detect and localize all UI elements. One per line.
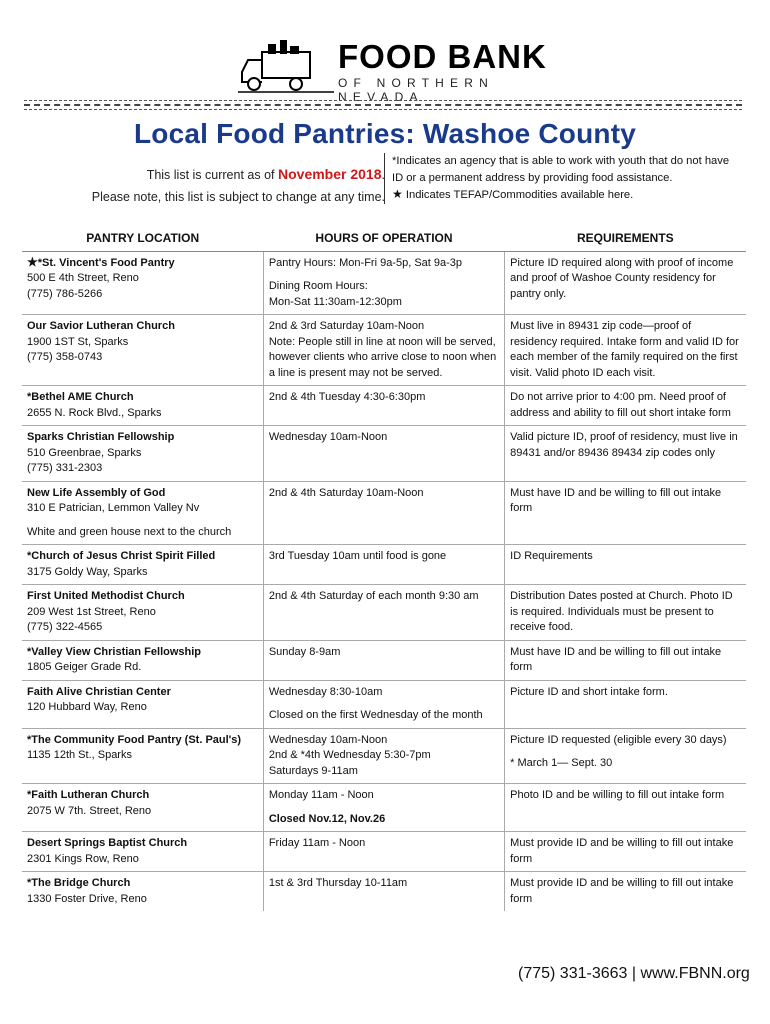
food-bank-logo — [238, 38, 568, 104]
hours-line: Wednesday 8:30-10am — [268, 685, 383, 698]
requirement-line: Picture ID required along with proof of income and proof of Washoe County residency for pantry only. — [510, 256, 734, 300]
requirement-line — [510, 748, 741, 756]
hours-line: Note: People still in line at noon will be served, however clients who arrive close to noon when a line is present may not be served. — [268, 335, 497, 379]
hours-cell — [263, 251, 504, 315]
pantry-address-line: (775) 331-2303 — [27, 462, 103, 474]
hours-cell — [263, 872, 504, 912]
pantry-name — [27, 589, 258, 605]
pantry-location-cell — [22, 728, 263, 784]
hours-line: 2nd & 4th Saturday of each month 9:30 am — [268, 590, 479, 602]
hours-cell — [263, 728, 504, 784]
pantry-location-cell — [22, 784, 263, 832]
requirement-line: Must have ID and be willing to fill out intake form — [510, 645, 722, 673]
tefap-note: Indicates TEFAP/Commodities available here. — [405, 189, 634, 201]
pantry-address-line: (775) 358-0743 — [27, 351, 103, 363]
hours-line: 2nd & 3rd Saturday 10am-Noon — [268, 320, 425, 332]
pantry-address-line: White and green house next to the church — [27, 525, 232, 538]
pantry-name-text: *The Bridge Church — [27, 877, 131, 889]
hours-line: Monday 11am - Noon — [268, 789, 374, 801]
requirements-cell — [505, 872, 746, 912]
hours-line: Pantry Hours: Mon-Fri 9a-5p, Sat 9a-3p — [268, 256, 463, 269]
pantry-address-line: 2301 Kings Row, Reno — [27, 852, 139, 865]
requirements-cell — [505, 728, 746, 784]
pantry-name — [27, 685, 258, 701]
youth-note: *Indicates an agency that is able to work with youth that do not have ID or a permanent address by providing food assistance. — [392, 155, 730, 184]
pantry-location-cell — [22, 251, 263, 315]
table-row — [22, 784, 746, 832]
table-row — [22, 315, 746, 386]
requirements-cell — [505, 784, 746, 832]
pantry-address-line: (775) 322-4565 — [27, 621, 103, 633]
hours-cell — [263, 426, 504, 482]
pantry-address-line: 2655 N. Rock Blvd., Sparks — [27, 406, 162, 419]
requirement-line: Must provide ID and be willing to fill out intake form — [510, 837, 734, 865]
pantry-location-cell — [22, 426, 263, 482]
logo-subtitle: OF NORTHERN NEVADA — [338, 76, 494, 104]
requirement-line: Must have ID and be willing to fill out intake form — [510, 486, 722, 514]
pantry-address-line: 3175 Goldy Way, Sparks — [27, 565, 148, 578]
pantry-name-text: *Church of Jesus Christ Spirit Filled — [27, 550, 216, 562]
pantry-address-line: 310 E Patrician, Lemmon Valley Nv — [27, 502, 200, 514]
hours-line: Closed on the first Wednesday of the month — [268, 709, 483, 721]
pantry-name-text: *St. Vincent's Food Pantry — [37, 256, 175, 269]
legend-notes — [381, 153, 732, 204]
pantry-name-text: Sparks Christian Fellowship — [27, 431, 175, 443]
hours-line — [269, 700, 499, 708]
table-row — [22, 481, 746, 545]
hours-cell — [263, 585, 504, 641]
pantry-address-line: 1805 Geiger Grade Rd. — [27, 661, 142, 673]
pantry-location-cell — [22, 545, 263, 585]
logo-title: FOOD BANK — [338, 38, 547, 75]
requirement-line: Must live in 89431 zip code—proof of residency required. Intake form and valid ID for each member of the family required on the first visit. Valid photo ID each visit. — [510, 320, 739, 379]
column-header: PANTRY LOCATION — [22, 227, 263, 251]
hours-cell — [263, 640, 504, 680]
pantry-address-line: 1135 12th St., Sparks — [27, 749, 132, 761]
hours-line: 3rd Tuesday 10am until food is gone — [268, 550, 447, 562]
requirement-line: Valid picture ID, proof of residency, must live in 89431 and/or 89436 89434 zip codes only — [510, 431, 738, 459]
pantry-location-cell — [22, 386, 263, 426]
pantry-name-text: *The Community Food Pantry (St. Paul's) — [27, 733, 242, 746]
hours-line: 1st & 3rd Thursday 10-11am — [268, 877, 408, 889]
pantry-location-cell — [22, 481, 263, 545]
pantry-address-line: 209 West 1st Street, Reno — [27, 605, 156, 618]
requirements-cell — [505, 680, 746, 728]
table-body — [22, 251, 746, 911]
hours-cell — [263, 545, 504, 585]
requirements-cell — [505, 386, 746, 426]
table-row — [22, 251, 746, 315]
hours-cell — [263, 481, 504, 545]
pantry-name-text: Desert Springs Baptist Church — [27, 837, 188, 849]
requirements-cell — [505, 426, 746, 482]
requirement-line: Must provide ID and be willing to fill out intake form — [510, 877, 734, 905]
hours-line: Dining Room Hours: — [268, 280, 368, 292]
tefap-note-line — [392, 187, 732, 204]
hours-cell — [263, 784, 504, 832]
divider — [24, 100, 742, 101]
pantry-name-text: *Bethel AME Church — [27, 391, 134, 403]
requirement-line: Picture ID and short intake form. — [510, 685, 668, 698]
table-row — [22, 386, 746, 426]
hours-cell — [263, 386, 504, 426]
hours-line: 2nd & *4th Wednesday 5:30-7pm — [268, 749, 431, 761]
pantry-name — [27, 319, 258, 335]
pantry-name-text: First United Methodist Church — [27, 590, 185, 602]
pantry-name-text: New Life Assembly of God — [27, 486, 166, 499]
requirement-line: Distribution Dates posted at Church. Photo ID is required. Individuals must be present to receive food. — [510, 590, 733, 633]
pantry-name — [27, 430, 258, 446]
hours-line: Sunday 8-9am — [268, 645, 341, 658]
footer-contact: (775) 331-3663 | www.FBNN.org — [515, 965, 753, 983]
pantry-address-line: 510 Greenbrae, Sparks — [27, 446, 142, 459]
pantry-name-text: Faith Alive Christian Center — [27, 685, 171, 698]
requirement-line: * March 1— Sept. 30 — [510, 757, 613, 769]
hours-cell — [263, 680, 504, 728]
pantry-location-cell — [22, 872, 263, 912]
hours-line: 2nd & 4th Saturday 10am-Noon — [268, 486, 424, 499]
pantry-location-cell — [22, 315, 263, 386]
pantry-table — [22, 227, 746, 911]
requirement-line: ID Requirements — [510, 550, 593, 562]
table-row — [22, 640, 746, 680]
hours-line: Saturdays 9-11am — [268, 764, 358, 777]
hours-cell — [263, 832, 504, 872]
column-header: REQUIREMENTS — [505, 227, 746, 251]
pantry-address-line: 500 E 4th Street, Reno — [27, 272, 139, 284]
requirement-line: Photo ID and be willing to fill out intake form — [510, 789, 725, 801]
hours-line: Wednesday 10am-Noon — [268, 431, 388, 443]
table-row — [22, 545, 746, 585]
star-icon: ★ — [392, 187, 403, 201]
table-row — [22, 832, 746, 872]
current-suffix: . — [381, 168, 385, 182]
page-title: Local Food Pantries: Washoe County — [133, 118, 637, 149]
requirements-cell — [505, 481, 746, 545]
pantry-address-line — [27, 517, 258, 525]
hours-cell — [263, 315, 504, 386]
pantry-address-line: 1900 1ST St, Sparks — [27, 335, 129, 348]
table-row — [22, 585, 746, 641]
current-prefix: This list is current as of — [146, 168, 275, 182]
pantry-name-text: *Valley View Christian Fellowship — [27, 645, 202, 658]
pantry-address-line: 120 Hubbard Way, Reno — [27, 701, 147, 713]
table-row — [22, 426, 746, 482]
requirements-cell — [505, 251, 746, 315]
table-row — [22, 728, 746, 784]
pantry-name — [27, 788, 258, 804]
pantry-name — [27, 645, 258, 661]
pantry-location-cell — [22, 832, 263, 872]
currency-note — [40, 163, 385, 208]
pantry-name-text: *Faith Lutheran Church — [27, 789, 150, 801]
current-month: November 2018 — [278, 166, 382, 182]
divider — [24, 104, 742, 106]
requirement-line: Picture ID requested (eligible every 30 days) — [510, 733, 727, 746]
pantry-location-cell — [22, 680, 263, 728]
requirements-cell — [505, 832, 746, 872]
hours-line: 2nd & 4th Tuesday 4:30-6:30pm — [268, 391, 426, 403]
pantry-address-line: 2075 W 7th. Street, Reno — [27, 804, 152, 817]
hours-line: Wednesday 10am-Noon — [268, 733, 388, 746]
food-truck-logo-icon — [238, 38, 336, 96]
requirements-cell — [505, 585, 746, 641]
pantry-name — [27, 256, 258, 272]
pantry-name-text: Our Savior Lutheran Church — [27, 320, 175, 332]
divider — [24, 109, 742, 110]
hours-line — [269, 271, 499, 279]
pantry-name — [27, 390, 258, 406]
pantry-address-line: 1330 Foster Drive, Reno — [27, 892, 147, 905]
column-header: HOURS OF OPERATION — [263, 227, 504, 251]
requirement-line: Do not arrive prior to 4:00 pm. Need proof of address and ability to fill out short intake form — [510, 391, 731, 419]
requirements-cell — [505, 545, 746, 585]
subject-note: Please note, this list is subject to change at any time. — [91, 190, 385, 204]
pantry-name — [27, 733, 258, 749]
table-row — [22, 872, 746, 912]
requirements-cell — [505, 640, 746, 680]
pantry-name — [27, 549, 258, 565]
pantry-location-cell — [22, 640, 263, 680]
star-icon: ★ — [27, 254, 38, 269]
hours-line: Mon-Sat 11:30am-12:30pm — [268, 295, 402, 308]
pantry-name — [27, 836, 258, 852]
hours-line — [269, 804, 499, 812]
table-header-row — [22, 227, 746, 251]
requirements-cell — [505, 315, 746, 386]
table-row — [22, 680, 746, 728]
pantry-name — [27, 876, 258, 892]
hours-line: Friday 11am - Noon — [268, 837, 366, 849]
pantry-address-line: (775) 786-5266 — [27, 287, 103, 300]
pantry-location-cell — [22, 585, 263, 641]
hours-line: Closed Nov.12, Nov.26 — [268, 812, 386, 825]
pantry-name — [27, 486, 258, 502]
